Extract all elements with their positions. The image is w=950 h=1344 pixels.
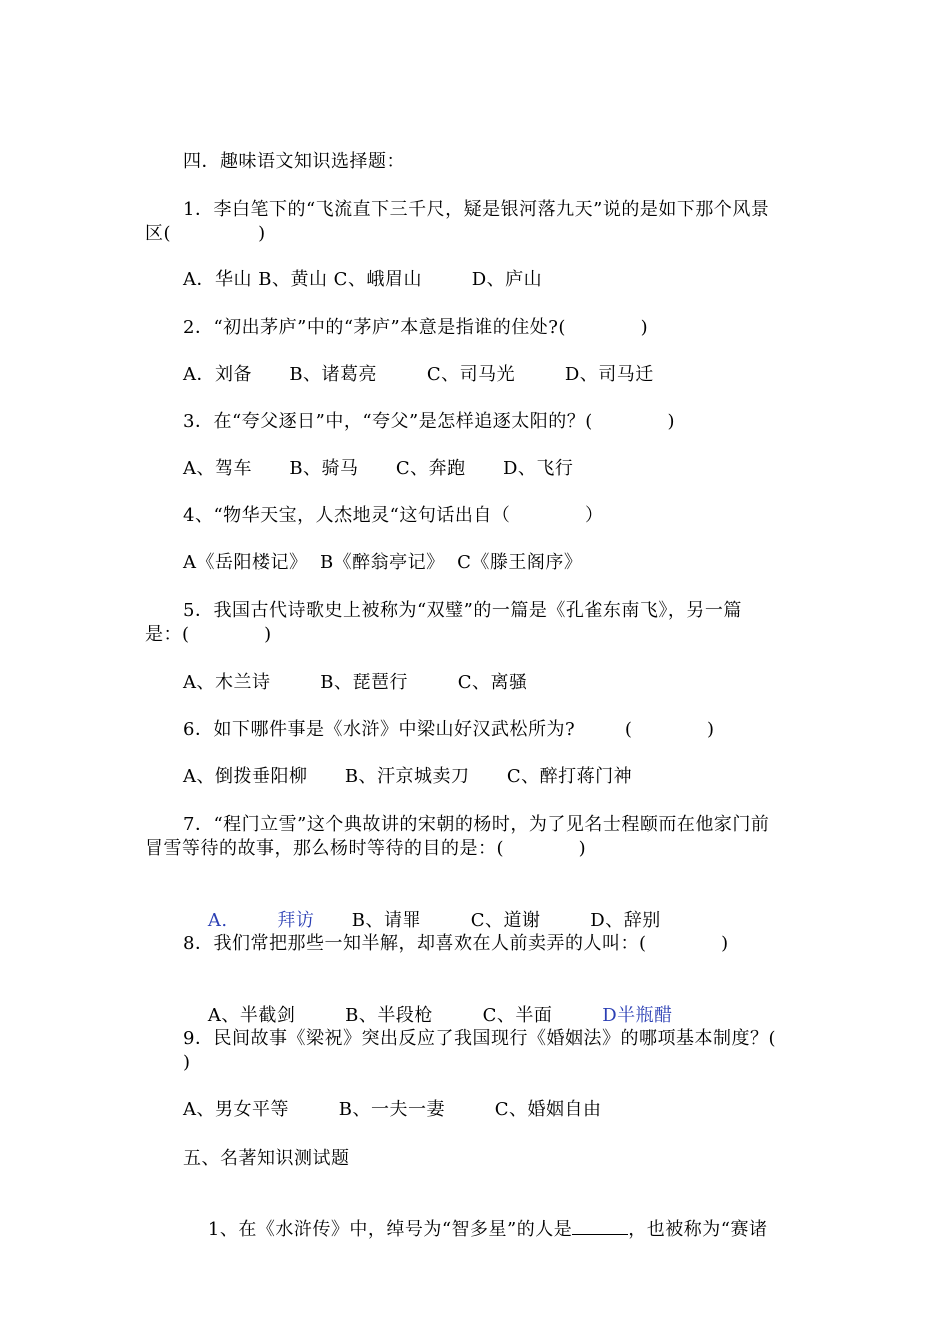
q3-options: A、驾车 B、骑马 C、奔跑 D、飞行 bbox=[183, 458, 574, 479]
q7-line2: 冒雪等待的故事，那么杨时等待的目的是：( ) bbox=[145, 838, 587, 859]
section5-heading: 五、名著知识测试题 bbox=[183, 1148, 350, 1169]
section5-q1-before: 1、在《水浒传》中，绰号为“智多星”的人是 bbox=[207, 1219, 573, 1240]
q3: 3．在“夸父逐日”中，“夸父”是怎样追逐太阳的？( ) bbox=[183, 411, 675, 432]
q8-options-abc: A、半截剑 B、半段枪 C、半面 bbox=[207, 1005, 603, 1026]
q1-options: A．华山 B、黄山 C、峨眉山 D、庐山 bbox=[183, 269, 543, 290]
q8-answer-d: D半瓶醋 bbox=[602, 1005, 673, 1026]
section4-heading: 四．趣味语文知识选择题： bbox=[183, 151, 405, 172]
q5-options: A、木兰诗 B、琵琶行 C、离骚 bbox=[183, 672, 528, 693]
q2-options: A．刘备 B、诸葛亮 C、司马光 D、司马迁 bbox=[183, 364, 654, 385]
section5-q1-after: ，也被称为“赛诸 bbox=[628, 1219, 768, 1240]
q1-line1: 1．李白笔下的“飞流直下三千尺，疑是银河落九天”说的是如下那个风景 bbox=[183, 199, 770, 220]
q9-line1: 9．民间故事《梁祝》突出反应了我国现行《婚姻法》的哪项基本制度？( bbox=[183, 1028, 776, 1049]
answer-blank bbox=[572, 1220, 628, 1235]
q7-answer-a: A. 拜访 bbox=[207, 910, 315, 931]
q6: 6．如下哪件事是《水浒》中梁山好汉武松所为? ( ) bbox=[183, 719, 715, 740]
q5-line2: 是：( ) bbox=[145, 624, 272, 645]
q5-line1: 5．我国古代诗歌史上被称为“双璧”的一篇是《孔雀东南飞》，另一篇 bbox=[183, 600, 742, 621]
q4: 4、“物华天宝，人杰地灵“这句话出自（ ） bbox=[183, 505, 604, 526]
q6-options: A、倒拨垂阳柳 B、汗京城卖刀 C、醉打蒋门神 bbox=[183, 766, 633, 787]
q9-options: A、男女平等 B、一夫一妻 C、婚姻自由 bbox=[183, 1099, 602, 1120]
section5-q1 bbox=[183, 1194, 863, 1266]
q1-line2: 区( ) bbox=[145, 223, 266, 244]
q9-line2: ) bbox=[183, 1052, 191, 1073]
q2: 2．“初出茅庐”中的“茅庐”本意是指谁的住处?( ) bbox=[183, 317, 649, 338]
q4-options: A《岳阳楼记》 B《醉翁亭记》 C《滕王阁序》 bbox=[183, 552, 583, 573]
q8: 8．我们常把那些一知半解，却喜欢在人前卖弄的人叫：( ) bbox=[183, 933, 729, 954]
q7-line1: 7．“程门立雪”这个典故讲的宋朝的杨时，为了见名士程颐而在他家门前 bbox=[183, 814, 770, 835]
q7-options-rest: B、请罪 C、道谢 D、辞别 bbox=[314, 910, 661, 931]
